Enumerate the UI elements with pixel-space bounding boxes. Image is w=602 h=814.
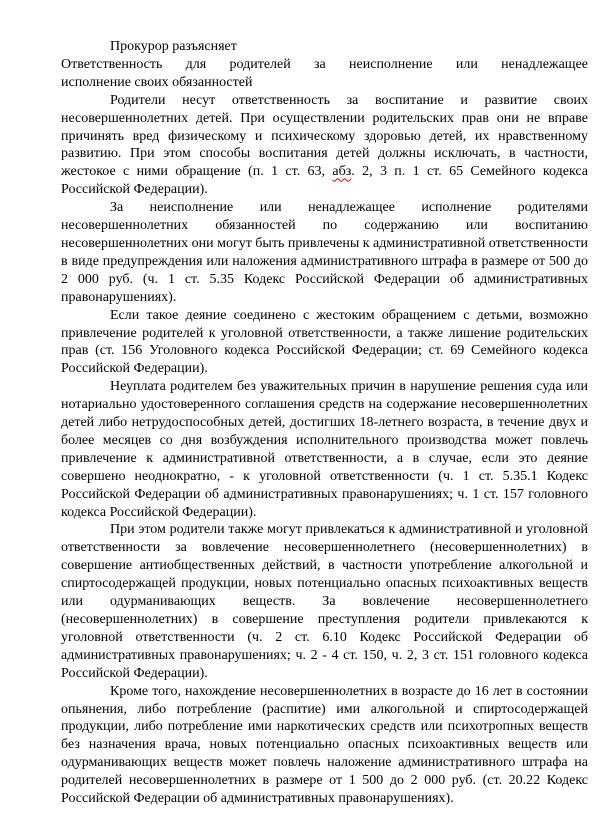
paragraph-alimony-non-payment: Неуплата родителем без уважительных причин в нарушение решения суда или нотариально удостоверенного соглашения средств на содержание несовершеннолетних детей либо нетрудоспособных детей, достигших 18-летнего возраста, в течение двух и более месяцев со дня возбуждения исполнительного производства может повлечь привлечение к административной ответственности, а в случае, если это деяние совершено неоднократно, - к уголовной ответственности (ч. 1 ст. 5.35.1 Кодекс Российской Федерации об административных правонарушениях; ч. 1 ст. 157 головного кодекса Российской Федерации). [61,379,588,520]
paragraph-administrative-liability: За неисполнение или ненадлежащее исполнение родителями несовершеннолетних обязанностей по содержанию или воспитанию несовершеннолетних они могут быть привлечены к административной ответственности в виде предупреждения или наложения административного штрафа в размере от 500 до 2 000 руб. (ч. 1 ст. 5.35 Кодекс Российской Федерации об административных правонарушениях). [61,200,588,305]
paragraph-text: Родители несут ответственность за воспитание и развитие своих несовершеннолетних детей. При осуществлении родительских прав они не вправе причинять вред физическому и психическому здоровью детей, их нравственному развитию. При этом способы воспитания детей должны исключать, в частности, жестокое с ними обращение (п. 1 ст. 63, [61,92,588,180]
paragraph-involvement-of-minors: При этом родители также могут привлекаться к административной и уголовной ответственности за вовлечение несовершеннолетнего (несовершеннолетних) в совершение антиобщественных действий, в частности употребление алкогольной и спиртосодержащей продукции, новых потенциально опасных психоактивных веществ или одурманивающих веществ. За вовлечение несовершеннолетнего (несовершеннолетних) в совершение преступления родители привлекаются к уголовной ответственности (ч. 2 ст. 6.10 Кодекс Российской Федерации об административных правонарушениях; ч. 2 - 4 ст. 150, ч. 2, 3 ст. 151 головного кодекса Российской Федерации). [61,522,588,681]
document-heading: Прокурор разъясняет [110,39,237,54]
document-subtitle-line-2: исполнение своих обязанностей [61,74,253,90]
paragraph-parental-responsibility [61,92,588,199]
spellcheck-marked-word[interactable]: абз [332,164,352,180]
paragraph-intoxication-of-minors: Кроме того, нахождение несовершеннолетних в возрасте до 16 лет в состоянии опьянения, либо потребление (распитие) ими алкогольной и спиртосодержащей продукции, либо потребление ими наркотических средств или психотропных веществ без назначения врача, новых потенциально опасных психоактивных веществ или одурманивающих веществ может повлечь наложение административного штрафа на родителей несовершеннолетних в размере от 1 500 до 2 000 руб. (ст. 20.22 Кодекс Российской Федерации об административных правонарушениях). [61,683,588,807]
document-subtitle-line-1: Ответственность для родителей за неисполнение или ненадлежащее [61,56,588,72]
paragraph-text: . 2, 3 п. 1 ст. 65 Семейного кодекса Российской Федерации). [61,164,588,198]
paragraph-criminal-liability: Если такое деяние соединено с жестоким обращением с детьми, возможно привлечение родителей к уголовной ответственности, а также лишение родительских прав (ст. 156 Уголовного кодекса Российской Федерации; ст. 69 Семейного кодекса Российской Федерации). [61,307,588,377]
